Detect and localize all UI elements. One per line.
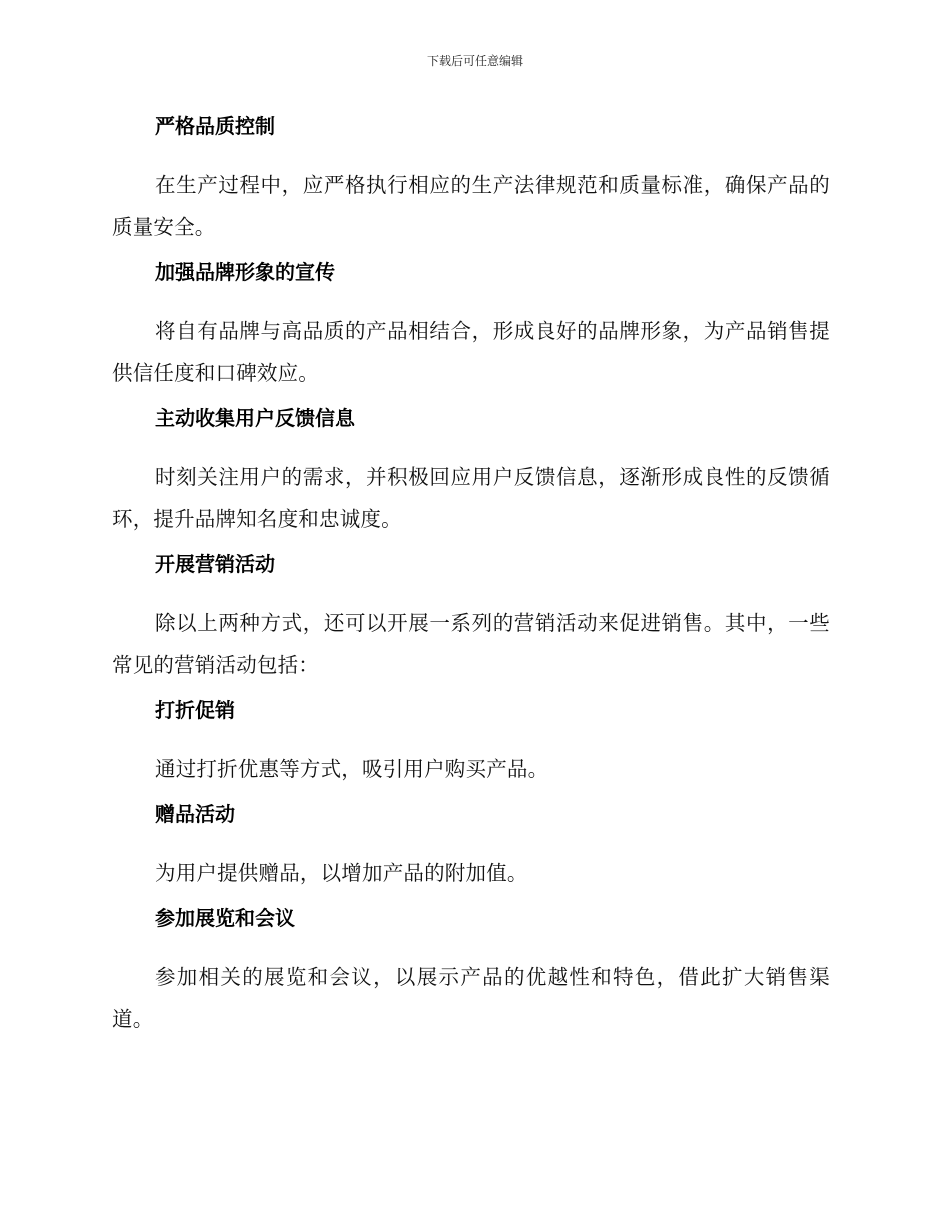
section-paragraph: 通过打折优惠等方式，吸引用户购买产品。	[155, 757, 549, 781]
section-paragraph: 参加相关的展览和会议，以展示产品的优越性和特色，借此扩大销售渠道。	[112, 965, 830, 1031]
section-heading: 赠品活动	[155, 802, 235, 826]
section-paragraph: 时刻关注用户的需求，并积极回应用户反馈信息，逐渐形成良性的反馈循环，提升品牌知名度和忠诚度。	[112, 465, 830, 531]
section-quality-control	[112, 110, 830, 248]
section-paragraph: 除以上两种方式，还可以开展一系列的营销活动来促进销售。其中，一些常见的营销活动包括：	[112, 611, 830, 677]
section-heading: 参加展览和会议	[155, 906, 295, 930]
page-header: 下载后可任意编辑	[426, 54, 523, 68]
section-paragraph: 为用户提供赠品，以增加产品的附加值。	[155, 861, 528, 885]
section-heading: 严格品质控制	[155, 114, 275, 138]
section-heading: 主动收集用户反馈信息	[155, 406, 355, 430]
section-paragraph: 在生产过程中，应严格执行相应的生产法律规范和质量标准，确保产品的质量安全。	[112, 173, 830, 239]
section-discount-promotion	[112, 694, 830, 790]
section-heading: 开展营销活动	[155, 552, 275, 576]
section-exhibitions-meetings	[112, 902, 830, 1040]
section-brand-promotion	[112, 256, 830, 394]
document-body	[112, 110, 830, 1048]
section-user-feedback	[112, 402, 830, 540]
section-marketing-activities	[112, 548, 830, 686]
section-heading: 打折促销	[155, 698, 235, 722]
section-gift-activities	[112, 798, 830, 894]
section-heading: 加强品牌形象的宣传	[155, 260, 335, 284]
section-paragraph: 将自有品牌与高品质的产品相结合，形成良好的品牌形象，为产品销售提供信任度和口碑效应。	[112, 319, 830, 385]
